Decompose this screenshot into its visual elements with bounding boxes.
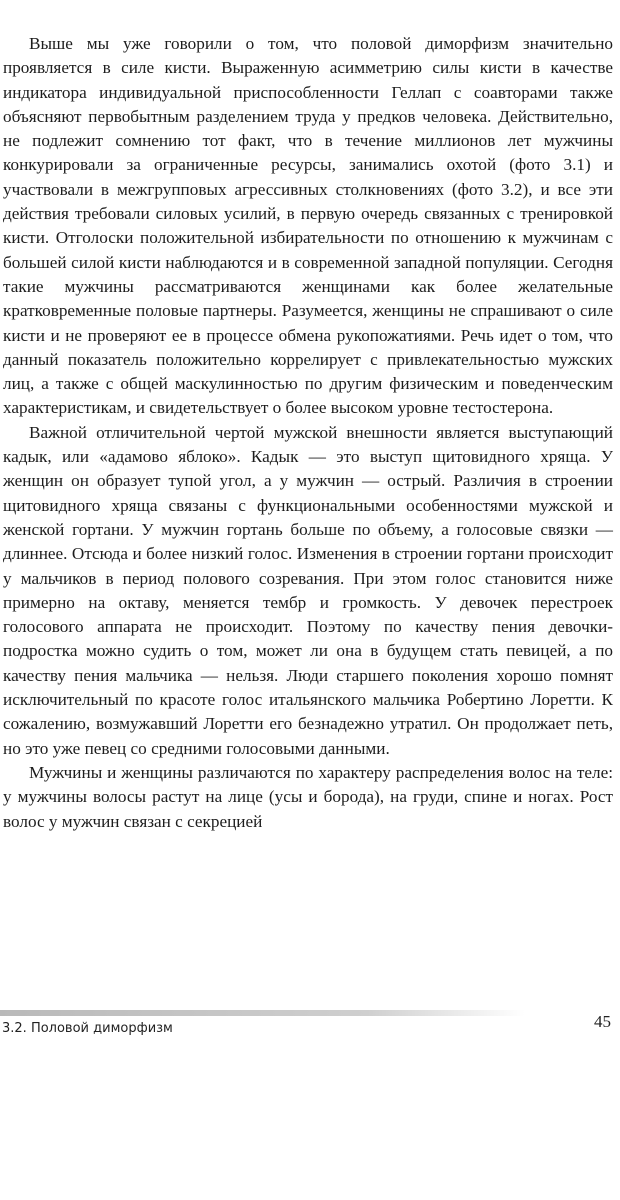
paragraph-adams-apple: Важной отличительной чертой мужской внешности является выступающий кадык, или «адамово яблоко». Кадык — это выступ щитовидного хряща. У женщин он образует тупой угол, а у мужчин — острый. Различия в строении щитовидного хряща связаны с функциональными особенностями мужской и женской гортани. У мужчин гортань больше по объему, а голосовые связки — длиннее. Отсюда и более низкий голос. Изменения в строении гортани происходит у мальчиков в период полового созревания. При этом голос становится ниже примерно на октаву, меняется тембр и громкость. У девочек перестроек голосового аппарата не происходит. Поэтому по качеству пения девочки-подростка можно судить о том, может ли она в будущем стать певицей, а по качеству пения мальчика — нельзя. Люди старшего поколения хорошо помнят исключительный по красоте голос итальянского мальчика Робертино Лоретти. К сожалению, возмужавший Лоретти его безнадежно утратил. Он продолжает петь, но это уже певец со средними голосовыми данными. xyxy=(3,422,613,758)
paragraph-grip-strength: Выше мы уже говорили о том, что половой диморфизм значительно проявляется в силе кисти. Выраженную асимметрию силы кисти в качестве индикатора индивидуальной приспособленности Геллап с соавторами также объясняют первобытным разделением труда у предков человека. Действительно, не подлежит сомнению тот факт, что в течение миллионов лет мужчины конкурировали за ограниченные ресурсы, занимались охотой (фото 3.1) и участвовали в межгрупповых агрессивных столкновениях (фото 3.2), и все эти действия требовали силовых усилий, в первую очередь связанных с тренировкой кисти. Отголоски положительной избирательности по отношению к мужчинам с большей силой кисти наблюдаются и в современной западной популяции. Сегодня такие мужчины рассматриваются женщинами как более желательные кратковременные половые партнеры. Разумеется, женщины не спрашивают о силе кисти и не проверяют ее в процессе обмена рукопожатиями. Речь идет о том, что данный показатель положительно коррелирует с привлекательностью мужских лиц, а также с общей маскулинностью по другим физическим и поведенческим характеристикам, и свидетельствует о более высоком уровне тестостерона. xyxy=(3,34,613,418)
paragraph-body-hair: Мужчины и женщины различаются по характеру распределения волос на теле: у мужчины волосы растут на лице (усы и борода), на груди, спине и ногах. Рост волос у мужчин связан с секрецией xyxy=(3,762,613,831)
running-footer-section: 3.2. Половой диморфизм xyxy=(2,1021,173,1036)
body-text xyxy=(3,32,613,834)
footer-divider xyxy=(0,1010,525,1016)
page-number: 45 xyxy=(594,1012,611,1031)
